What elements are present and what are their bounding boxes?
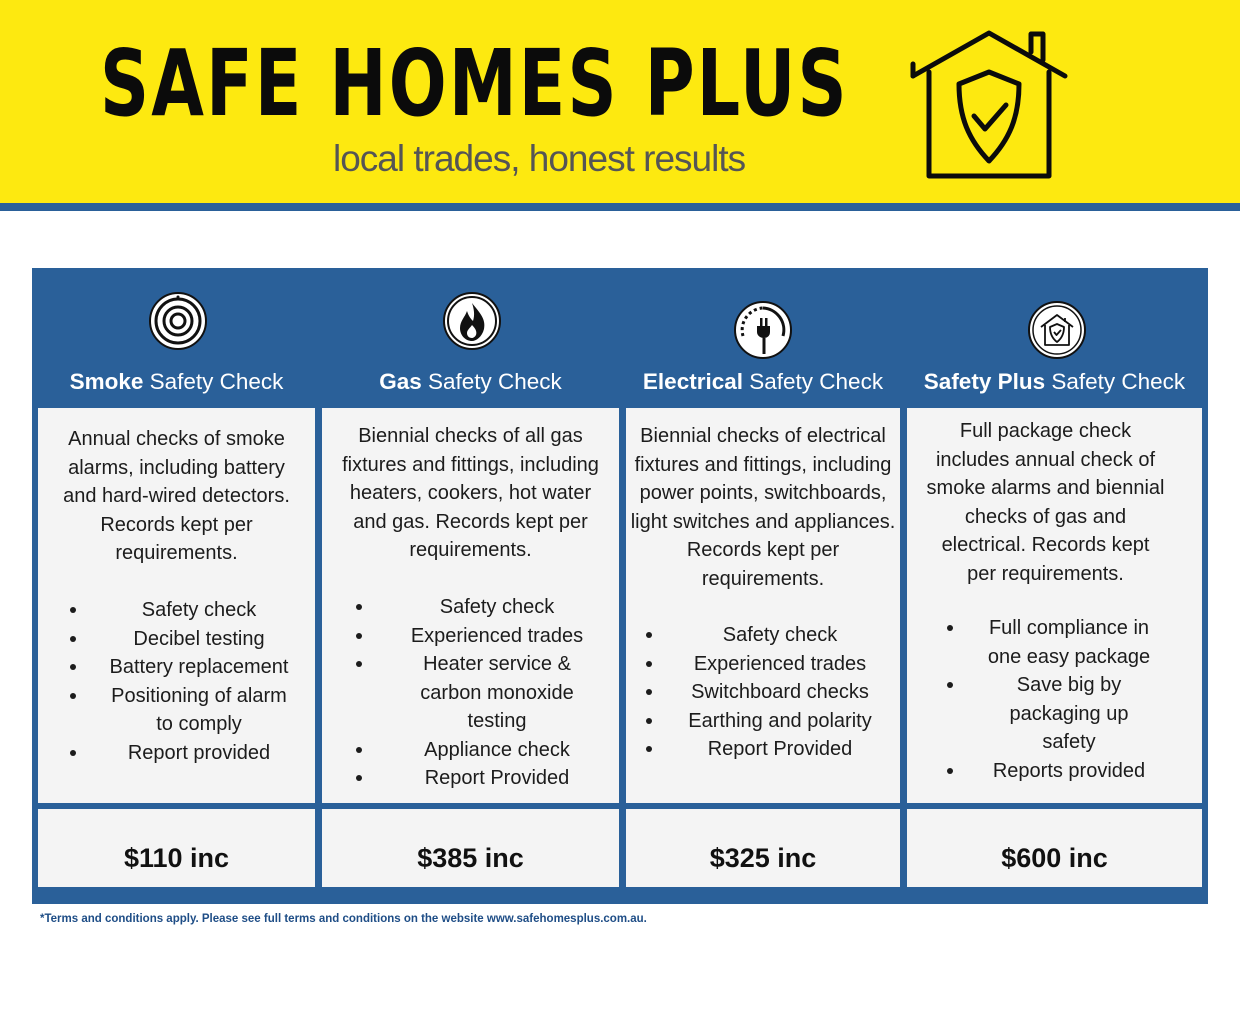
house-shield-check-icon (905, 28, 1075, 183)
feature-list-electrical (644, 621, 880, 764)
column-body-smoke (38, 408, 315, 803)
list-item: Report Provided (644, 735, 880, 764)
pricing-table (32, 268, 1208, 904)
list-item: Experienced trades (644, 650, 880, 679)
list-item: Save big by packaging up safety (945, 671, 1157, 757)
price-cell-electrical (626, 809, 900, 887)
list-item: Report Provided (354, 764, 604, 793)
column-description-safety-plus: Full package check includes annual check of smoke alarms and biennial checks of gas and electrical. Records kept per requirements. (926, 420, 1165, 585)
price-cell-gas (322, 809, 619, 887)
price-gas: $385 inc (417, 843, 524, 873)
price-cell-smoke (38, 809, 315, 887)
brand-tagline: local trades, honest results (333, 138, 746, 179)
column-description-electrical: Biennial checks of electrical fixtures and fittings, including power points, switchboards, light switches and appliances. Records kept per requirements. (630, 425, 896, 590)
price-cell-safety-plus (907, 809, 1202, 887)
house-shield-icon (1027, 300, 1087, 360)
feature-list-safety-plus (945, 614, 1157, 785)
list-item: Positioning of alarm to comply (68, 682, 294, 739)
column-title-smoke: Smoke Safety Check (69, 369, 284, 394)
list-item: Heater service & carbon monoxide testing (354, 650, 604, 736)
column-title-electrical: Electrical Safety Check (642, 369, 884, 394)
price-smoke: $110 inc (123, 843, 230, 873)
list-item: Decibel testing (68, 625, 294, 654)
terms-footnote: *Terms and conditions apply. Please see full terms and conditions on the website www.safehomesplus.com.au. (40, 913, 647, 925)
column-body-gas (322, 408, 619, 803)
header-divider (0, 203, 1240, 211)
list-item: Experienced trades (354, 622, 604, 651)
list-item: Report provided (68, 739, 294, 768)
list-item: Battery replacement (68, 653, 294, 682)
column-body-electrical (626, 408, 900, 803)
flame-icon (442, 291, 502, 351)
column-body-safety-plus (907, 408, 1202, 803)
list-item: Full compliance in one easy package (945, 614, 1157, 671)
list-item: Switchboard checks (644, 678, 880, 707)
column-title-gas: Gas Safety Check (379, 369, 562, 394)
column-title-safety-plus: Safety Plus Safety Check (923, 369, 1186, 394)
feature-list-smoke (68, 596, 294, 767)
power-plug-icon (733, 300, 793, 360)
price-safety-plus: $600 inc (1001, 843, 1108, 873)
price-electrical: $325 inc (709, 843, 817, 873)
column-description-gas: Biennial checks of all gas fixtures and fittings, including heaters, cookers, hot water and gas. Records kept per requirements. (342, 425, 599, 561)
list-item: Safety check (68, 596, 294, 625)
feature-list-gas (354, 593, 604, 793)
list-item: Reports provided (945, 757, 1157, 786)
list-item: Earthing and polarity (644, 707, 880, 736)
list-item: Safety check (644, 621, 880, 650)
list-item: Appliance check (354, 736, 604, 765)
column-description-smoke: Annual checks of smoke alarms, including battery and hard-wired detectors. Records kept per requirements. (63, 428, 290, 564)
brand-title: SAFE HOMES PLUS (100, 30, 849, 137)
smoke-detector-icon (148, 291, 208, 351)
list-item: Safety check (354, 593, 604, 622)
